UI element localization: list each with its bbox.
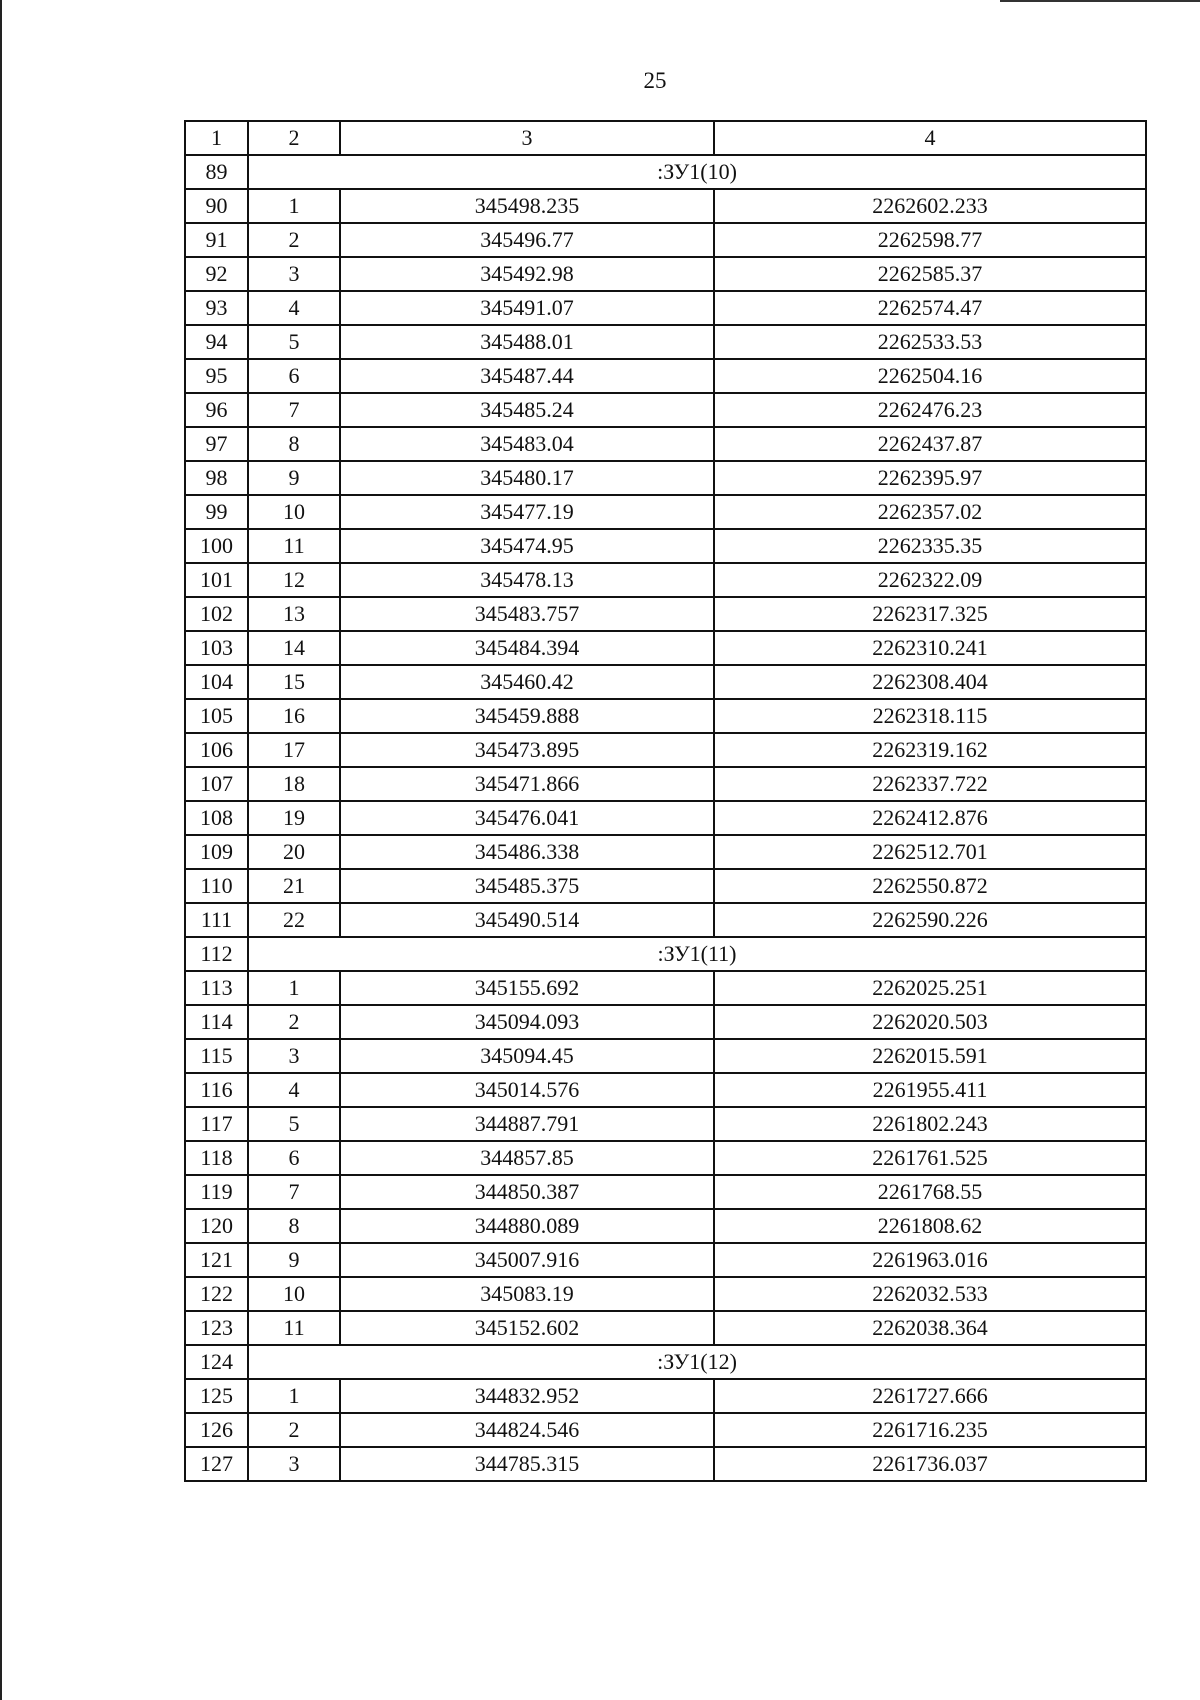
point-number-cell: 9 xyxy=(248,461,340,495)
row-number-cell: 97 xyxy=(185,427,248,461)
x-coordinate-cell: 345487.44 xyxy=(340,359,714,393)
table-row xyxy=(185,1209,1146,1243)
x-coordinate-cell: 344857.85 xyxy=(340,1141,714,1175)
point-number-cell: 19 xyxy=(248,801,340,835)
point-number-cell: 12 xyxy=(248,563,340,597)
table-row xyxy=(185,325,1146,359)
table-row xyxy=(185,1311,1146,1345)
row-number-cell: 115 xyxy=(185,1039,248,1073)
y-coordinate-cell: 2262025.251 xyxy=(714,971,1146,1005)
row-number-cell: 102 xyxy=(185,597,248,631)
x-coordinate-cell: 345476.041 xyxy=(340,801,714,835)
x-coordinate-cell: 345484.394 xyxy=(340,631,714,665)
y-coordinate-cell: 2261955.411 xyxy=(714,1073,1146,1107)
y-coordinate-cell: 2262032.533 xyxy=(714,1277,1146,1311)
row-number-cell: 109 xyxy=(185,835,248,869)
point-number-cell: 11 xyxy=(248,1311,340,1345)
y-coordinate-cell: 2262319.162 xyxy=(714,733,1146,767)
y-coordinate-cell: 2262574.47 xyxy=(714,291,1146,325)
table-row xyxy=(185,291,1146,325)
y-coordinate-cell: 2262317.325 xyxy=(714,597,1146,631)
table-row xyxy=(185,767,1146,801)
point-number-cell: 7 xyxy=(248,393,340,427)
row-number-cell: 122 xyxy=(185,1277,248,1311)
section-title-cell: :ЗУ1(10) xyxy=(248,155,1146,189)
table-row xyxy=(185,1073,1146,1107)
y-coordinate-cell: 2262533.53 xyxy=(714,325,1146,359)
row-number-cell: 91 xyxy=(185,223,248,257)
point-number-cell: 3 xyxy=(248,1039,340,1073)
point-number-cell: 3 xyxy=(248,1447,340,1481)
row-number-cell: 92 xyxy=(185,257,248,291)
x-coordinate-cell: 345488.01 xyxy=(340,325,714,359)
point-number-cell: 2 xyxy=(248,1413,340,1447)
point-number-cell: 4 xyxy=(248,1073,340,1107)
y-coordinate-cell: 2262015.591 xyxy=(714,1039,1146,1073)
y-coordinate-cell: 2261736.037 xyxy=(714,1447,1146,1481)
point-number-cell: 11 xyxy=(248,529,340,563)
y-coordinate-cell: 2262437.87 xyxy=(714,427,1146,461)
point-number-cell: 15 xyxy=(248,665,340,699)
x-coordinate-cell: 344832.952 xyxy=(340,1379,714,1413)
section-row xyxy=(185,155,1146,189)
page-number: 25 xyxy=(643,68,667,93)
point-number-cell: 18 xyxy=(248,767,340,801)
y-coordinate-cell: 2262357.02 xyxy=(714,495,1146,529)
y-coordinate-cell: 2261963.016 xyxy=(714,1243,1146,1277)
coordinates-table xyxy=(184,120,1147,1482)
table-row xyxy=(185,869,1146,903)
point-number-cell: 17 xyxy=(248,733,340,767)
row-number-cell: 120 xyxy=(185,1209,248,1243)
x-coordinate-cell: 345094.093 xyxy=(340,1005,714,1039)
point-number-cell: 1 xyxy=(248,189,340,223)
point-number-cell: 7 xyxy=(248,1175,340,1209)
table-row xyxy=(185,223,1146,257)
y-coordinate-cell: 2261808.62 xyxy=(714,1209,1146,1243)
row-number-cell: 111 xyxy=(185,903,248,937)
x-coordinate-cell: 345492.98 xyxy=(340,257,714,291)
table-row xyxy=(185,1413,1146,1447)
x-coordinate-cell: 344880.089 xyxy=(340,1209,714,1243)
row-number-cell: 119 xyxy=(185,1175,248,1209)
x-coordinate-cell: 344824.546 xyxy=(340,1413,714,1447)
point-number-cell: 6 xyxy=(248,359,340,393)
row-number-cell: 121 xyxy=(185,1243,248,1277)
row-number-cell: 117 xyxy=(185,1107,248,1141)
point-number-cell: 8 xyxy=(248,427,340,461)
x-coordinate-cell: 345485.375 xyxy=(340,869,714,903)
table-row xyxy=(185,563,1146,597)
y-coordinate-cell: 2262337.722 xyxy=(714,767,1146,801)
point-number-cell: 5 xyxy=(248,1107,340,1141)
point-number-cell: 13 xyxy=(248,597,340,631)
point-number-cell: 2 xyxy=(248,1005,340,1039)
table-row xyxy=(185,393,1146,427)
table-row xyxy=(185,461,1146,495)
y-coordinate-cell: 2262038.364 xyxy=(714,1311,1146,1345)
point-number-cell: 1 xyxy=(248,1379,340,1413)
table-row xyxy=(185,1039,1146,1073)
point-number-cell: 3 xyxy=(248,257,340,291)
row-number-cell: 96 xyxy=(185,393,248,427)
row-number-cell: 94 xyxy=(185,325,248,359)
y-coordinate-cell: 2261727.666 xyxy=(714,1379,1146,1413)
y-coordinate-cell: 2262322.09 xyxy=(714,563,1146,597)
y-coordinate-cell: 2262395.97 xyxy=(714,461,1146,495)
row-number-cell: 125 xyxy=(185,1379,248,1413)
row-number-cell: 114 xyxy=(185,1005,248,1039)
x-coordinate-cell: 345477.19 xyxy=(340,495,714,529)
row-number-cell: 98 xyxy=(185,461,248,495)
row-number-cell: 104 xyxy=(185,665,248,699)
row-number-cell: 89 xyxy=(185,155,248,189)
table-header-row xyxy=(185,121,1146,155)
row-number-cell: 116 xyxy=(185,1073,248,1107)
x-coordinate-cell: 345459.888 xyxy=(340,699,714,733)
y-coordinate-cell: 2261768.55 xyxy=(714,1175,1146,1209)
header-cell-4: 4 xyxy=(714,121,1146,155)
y-coordinate-cell: 2262602.233 xyxy=(714,189,1146,223)
table-row xyxy=(185,359,1146,393)
x-coordinate-cell: 345478.13 xyxy=(340,563,714,597)
x-coordinate-cell: 344887.791 xyxy=(340,1107,714,1141)
table-row xyxy=(185,1243,1146,1277)
point-number-cell: 10 xyxy=(248,1277,340,1311)
x-coordinate-cell: 345460.42 xyxy=(340,665,714,699)
x-coordinate-cell: 345483.757 xyxy=(340,597,714,631)
y-coordinate-cell: 2262020.503 xyxy=(714,1005,1146,1039)
row-number-cell: 100 xyxy=(185,529,248,563)
table-row xyxy=(185,189,1146,223)
point-number-cell: 8 xyxy=(248,1209,340,1243)
row-number-cell: 110 xyxy=(185,869,248,903)
table-row xyxy=(185,801,1146,835)
x-coordinate-cell: 345485.24 xyxy=(340,393,714,427)
point-number-cell: 4 xyxy=(248,291,340,325)
x-coordinate-cell: 345152.602 xyxy=(340,1311,714,1345)
y-coordinate-cell: 2261716.235 xyxy=(714,1413,1146,1447)
row-number-cell: 113 xyxy=(185,971,248,1005)
y-coordinate-cell: 2261802.243 xyxy=(714,1107,1146,1141)
point-number-cell: 2 xyxy=(248,223,340,257)
point-number-cell: 21 xyxy=(248,869,340,903)
row-number-cell: 124 xyxy=(185,1345,248,1379)
row-number-cell: 123 xyxy=(185,1311,248,1345)
x-coordinate-cell: 345155.692 xyxy=(340,971,714,1005)
y-coordinate-cell: 2262504.16 xyxy=(714,359,1146,393)
header-cell-2: 2 xyxy=(248,121,340,155)
section-title-cell: :ЗУ1(11) xyxy=(248,937,1146,971)
point-number-cell: 9 xyxy=(248,1243,340,1277)
x-coordinate-cell: 345480.17 xyxy=(340,461,714,495)
x-coordinate-cell: 345474.95 xyxy=(340,529,714,563)
row-number-cell: 101 xyxy=(185,563,248,597)
table-row xyxy=(185,1107,1146,1141)
row-number-cell: 108 xyxy=(185,801,248,835)
x-coordinate-cell: 345083.19 xyxy=(340,1277,714,1311)
x-coordinate-cell: 345496.77 xyxy=(340,223,714,257)
x-coordinate-cell: 345483.04 xyxy=(340,427,714,461)
x-coordinate-cell: 345094.45 xyxy=(340,1039,714,1073)
row-number-cell: 107 xyxy=(185,767,248,801)
y-coordinate-cell: 2262318.115 xyxy=(714,699,1146,733)
row-number-cell: 103 xyxy=(185,631,248,665)
x-coordinate-cell: 345007.916 xyxy=(340,1243,714,1277)
table-row xyxy=(185,1141,1146,1175)
table-row xyxy=(185,257,1146,291)
page-left-edge xyxy=(0,0,2,1700)
y-coordinate-cell: 2262512.701 xyxy=(714,835,1146,869)
y-coordinate-cell: 2262585.37 xyxy=(714,257,1146,291)
point-number-cell: 22 xyxy=(248,903,340,937)
table-row xyxy=(185,597,1146,631)
row-number-cell: 95 xyxy=(185,359,248,393)
table-row xyxy=(185,1447,1146,1481)
row-number-cell: 90 xyxy=(185,189,248,223)
y-coordinate-cell: 2261761.525 xyxy=(714,1141,1146,1175)
x-coordinate-cell: 345486.338 xyxy=(340,835,714,869)
y-coordinate-cell: 2262308.404 xyxy=(714,665,1146,699)
section-row xyxy=(185,1345,1146,1379)
table-row xyxy=(185,665,1146,699)
x-coordinate-cell: 344850.387 xyxy=(340,1175,714,1209)
table-row xyxy=(185,1005,1146,1039)
point-number-cell: 10 xyxy=(248,495,340,529)
header-cell-3: 3 xyxy=(340,121,714,155)
table-row xyxy=(185,733,1146,767)
table-row xyxy=(185,971,1146,1005)
row-number-cell: 105 xyxy=(185,699,248,733)
x-coordinate-cell: 345014.576 xyxy=(340,1073,714,1107)
x-coordinate-cell: 345471.866 xyxy=(340,767,714,801)
row-number-cell: 126 xyxy=(185,1413,248,1447)
table-row xyxy=(185,631,1146,665)
row-number-cell: 112 xyxy=(185,937,248,971)
point-number-cell: 5 xyxy=(248,325,340,359)
row-number-cell: 99 xyxy=(185,495,248,529)
point-number-cell: 14 xyxy=(248,631,340,665)
y-coordinate-cell: 2262335.35 xyxy=(714,529,1146,563)
y-coordinate-cell: 2262550.872 xyxy=(714,869,1146,903)
y-coordinate-cell: 2262598.77 xyxy=(714,223,1146,257)
table-row xyxy=(185,903,1146,937)
y-coordinate-cell: 2262310.241 xyxy=(714,631,1146,665)
point-number-cell: 16 xyxy=(248,699,340,733)
page-top-edge xyxy=(1000,0,1200,2)
x-coordinate-cell: 345498.235 xyxy=(340,189,714,223)
row-number-cell: 93 xyxy=(185,291,248,325)
x-coordinate-cell: 345473.895 xyxy=(340,733,714,767)
y-coordinate-cell: 2262412.876 xyxy=(714,801,1146,835)
table-row xyxy=(185,699,1146,733)
table-row xyxy=(185,1175,1146,1209)
table-row xyxy=(185,1379,1146,1413)
point-number-cell: 20 xyxy=(248,835,340,869)
section-title-cell: :ЗУ1(12) xyxy=(248,1345,1146,1379)
row-number-cell: 106 xyxy=(185,733,248,767)
table-row xyxy=(185,835,1146,869)
x-coordinate-cell: 344785.315 xyxy=(340,1447,714,1481)
point-number-cell: 1 xyxy=(248,971,340,1005)
header-cell-1: 1 xyxy=(185,121,248,155)
x-coordinate-cell: 345490.514 xyxy=(340,903,714,937)
table-row xyxy=(185,427,1146,461)
point-number-cell: 6 xyxy=(248,1141,340,1175)
section-row xyxy=(185,937,1146,971)
table-body xyxy=(185,155,1146,1481)
table-row xyxy=(185,495,1146,529)
y-coordinate-cell: 2262476.23 xyxy=(714,393,1146,427)
table-row xyxy=(185,1277,1146,1311)
row-number-cell: 118 xyxy=(185,1141,248,1175)
table-row xyxy=(185,529,1146,563)
x-coordinate-cell: 345491.07 xyxy=(340,291,714,325)
y-coordinate-cell: 2262590.226 xyxy=(714,903,1146,937)
row-number-cell: 127 xyxy=(185,1447,248,1481)
